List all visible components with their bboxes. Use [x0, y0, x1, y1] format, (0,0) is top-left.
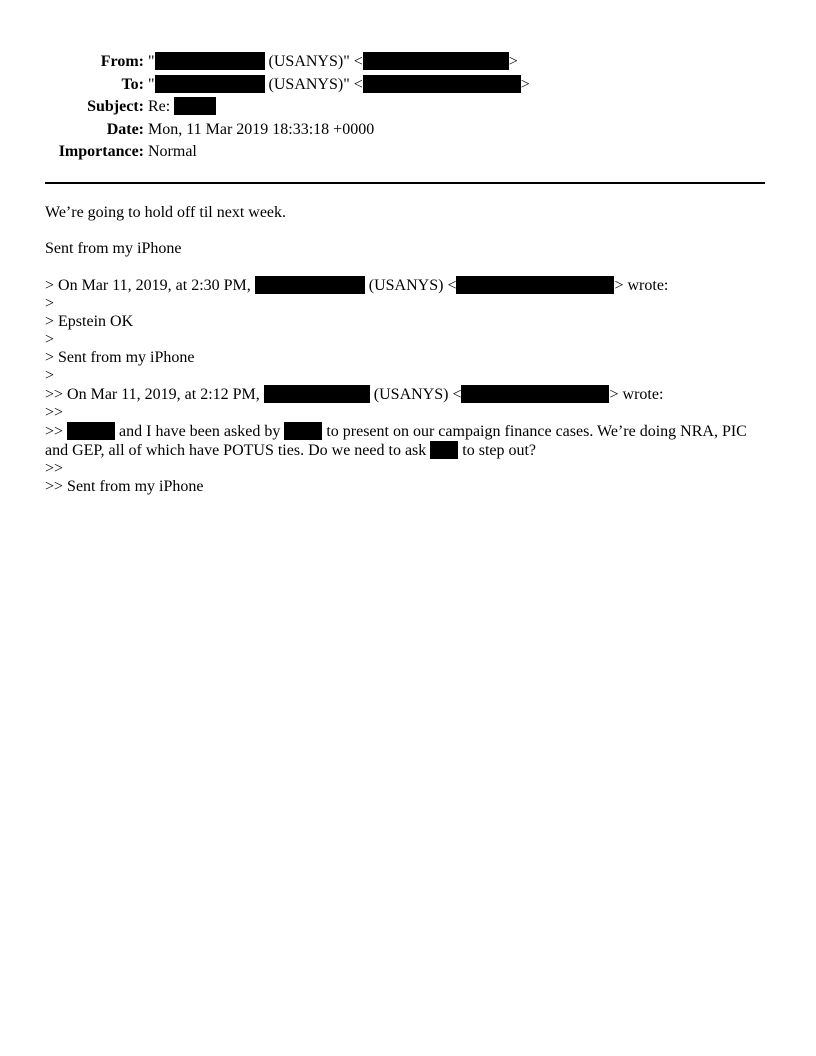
quote-mid: (USANYS) < — [364, 277, 457, 294]
blank-line — [45, 258, 770, 276]
signature-line: Sent from my iPhone — [45, 240, 182, 257]
quote-mid: (USANYS) < — [369, 386, 462, 403]
quote-text: and I have been asked by — [115, 423, 285, 440]
quoted-paragraph — [45, 422, 770, 460]
subject-value — [148, 96, 216, 119]
redaction-box — [456, 276, 614, 294]
quoted-line: > — [45, 367, 55, 384]
from-org: (USANYS)" < — [264, 53, 363, 70]
to-label: To: — [121, 75, 144, 93]
importance-label: Importance: — [58, 143, 144, 160]
subject-label: Subject: — [87, 98, 144, 115]
redaction-box — [430, 441, 458, 459]
blank-line — [45, 222, 770, 240]
to-org: (USANYS)" < — [264, 75, 363, 93]
quoted-header-line — [45, 276, 770, 295]
date-row — [0, 119, 816, 142]
quote-suffix: > wrote: — [614, 277, 669, 294]
quoted-line: > Epstein OK — [45, 313, 134, 330]
subject-row — [0, 96, 816, 119]
importance-value: Normal — [148, 143, 197, 160]
subject-prefix: Re: — [148, 98, 175, 115]
quote-prefix: >> — [45, 423, 68, 440]
quote-suffix: > wrote: — [609, 386, 664, 403]
redaction-box — [461, 385, 609, 403]
redaction-box — [363, 75, 521, 93]
quoted-line: >> Sent from my iPhone — [45, 478, 204, 495]
quoted-line: > — [45, 331, 55, 348]
redaction-box — [155, 52, 265, 70]
from-row — [0, 51, 816, 74]
quote-text: to step out? — [458, 442, 537, 459]
redaction-box — [155, 75, 265, 93]
quote-prefix: >> On Mar 11, 2019, at 2:12 PM, — [45, 386, 264, 403]
quoted-header-line — [45, 385, 770, 404]
to-open-quote: " — [148, 75, 155, 93]
quote-text: to present on our campaign finance cases. We’re doing NRA, PIC and GEP, all of which have POTUS ties. Do we need to ask — [45, 423, 747, 459]
to-row — [0, 74, 816, 97]
quoted-line: >> — [45, 460, 64, 477]
to-close: > — [520, 75, 530, 93]
email-body — [45, 204, 770, 496]
from-close: > — [508, 53, 518, 70]
from-value — [148, 51, 518, 74]
quoted-line: >> — [45, 404, 64, 421]
quote-prefix: > On Mar 11, 2019, at 2:30 PM, — [45, 277, 255, 294]
redaction-box — [264, 385, 370, 403]
quoted-line: > — [45, 295, 55, 312]
redaction-box — [255, 276, 365, 294]
from-label: From: — [100, 53, 144, 70]
header-divider — [45, 182, 765, 184]
importance-row — [0, 141, 816, 164]
redaction-box — [284, 422, 322, 440]
to-value — [148, 74, 530, 97]
date-label: Date: — [106, 120, 144, 138]
redaction-box — [67, 422, 115, 440]
redaction-box — [363, 52, 509, 70]
redaction-box — [174, 97, 216, 115]
quoted-line: > Sent from my iPhone — [45, 349, 195, 366]
email-header — [0, 51, 816, 164]
from-open-quote: " — [148, 53, 155, 70]
date-value: Mon, 11 Mar 2019 18:33:18 +0000 — [148, 120, 375, 138]
body-line: We’re going to hold off til next week. — [45, 204, 287, 221]
